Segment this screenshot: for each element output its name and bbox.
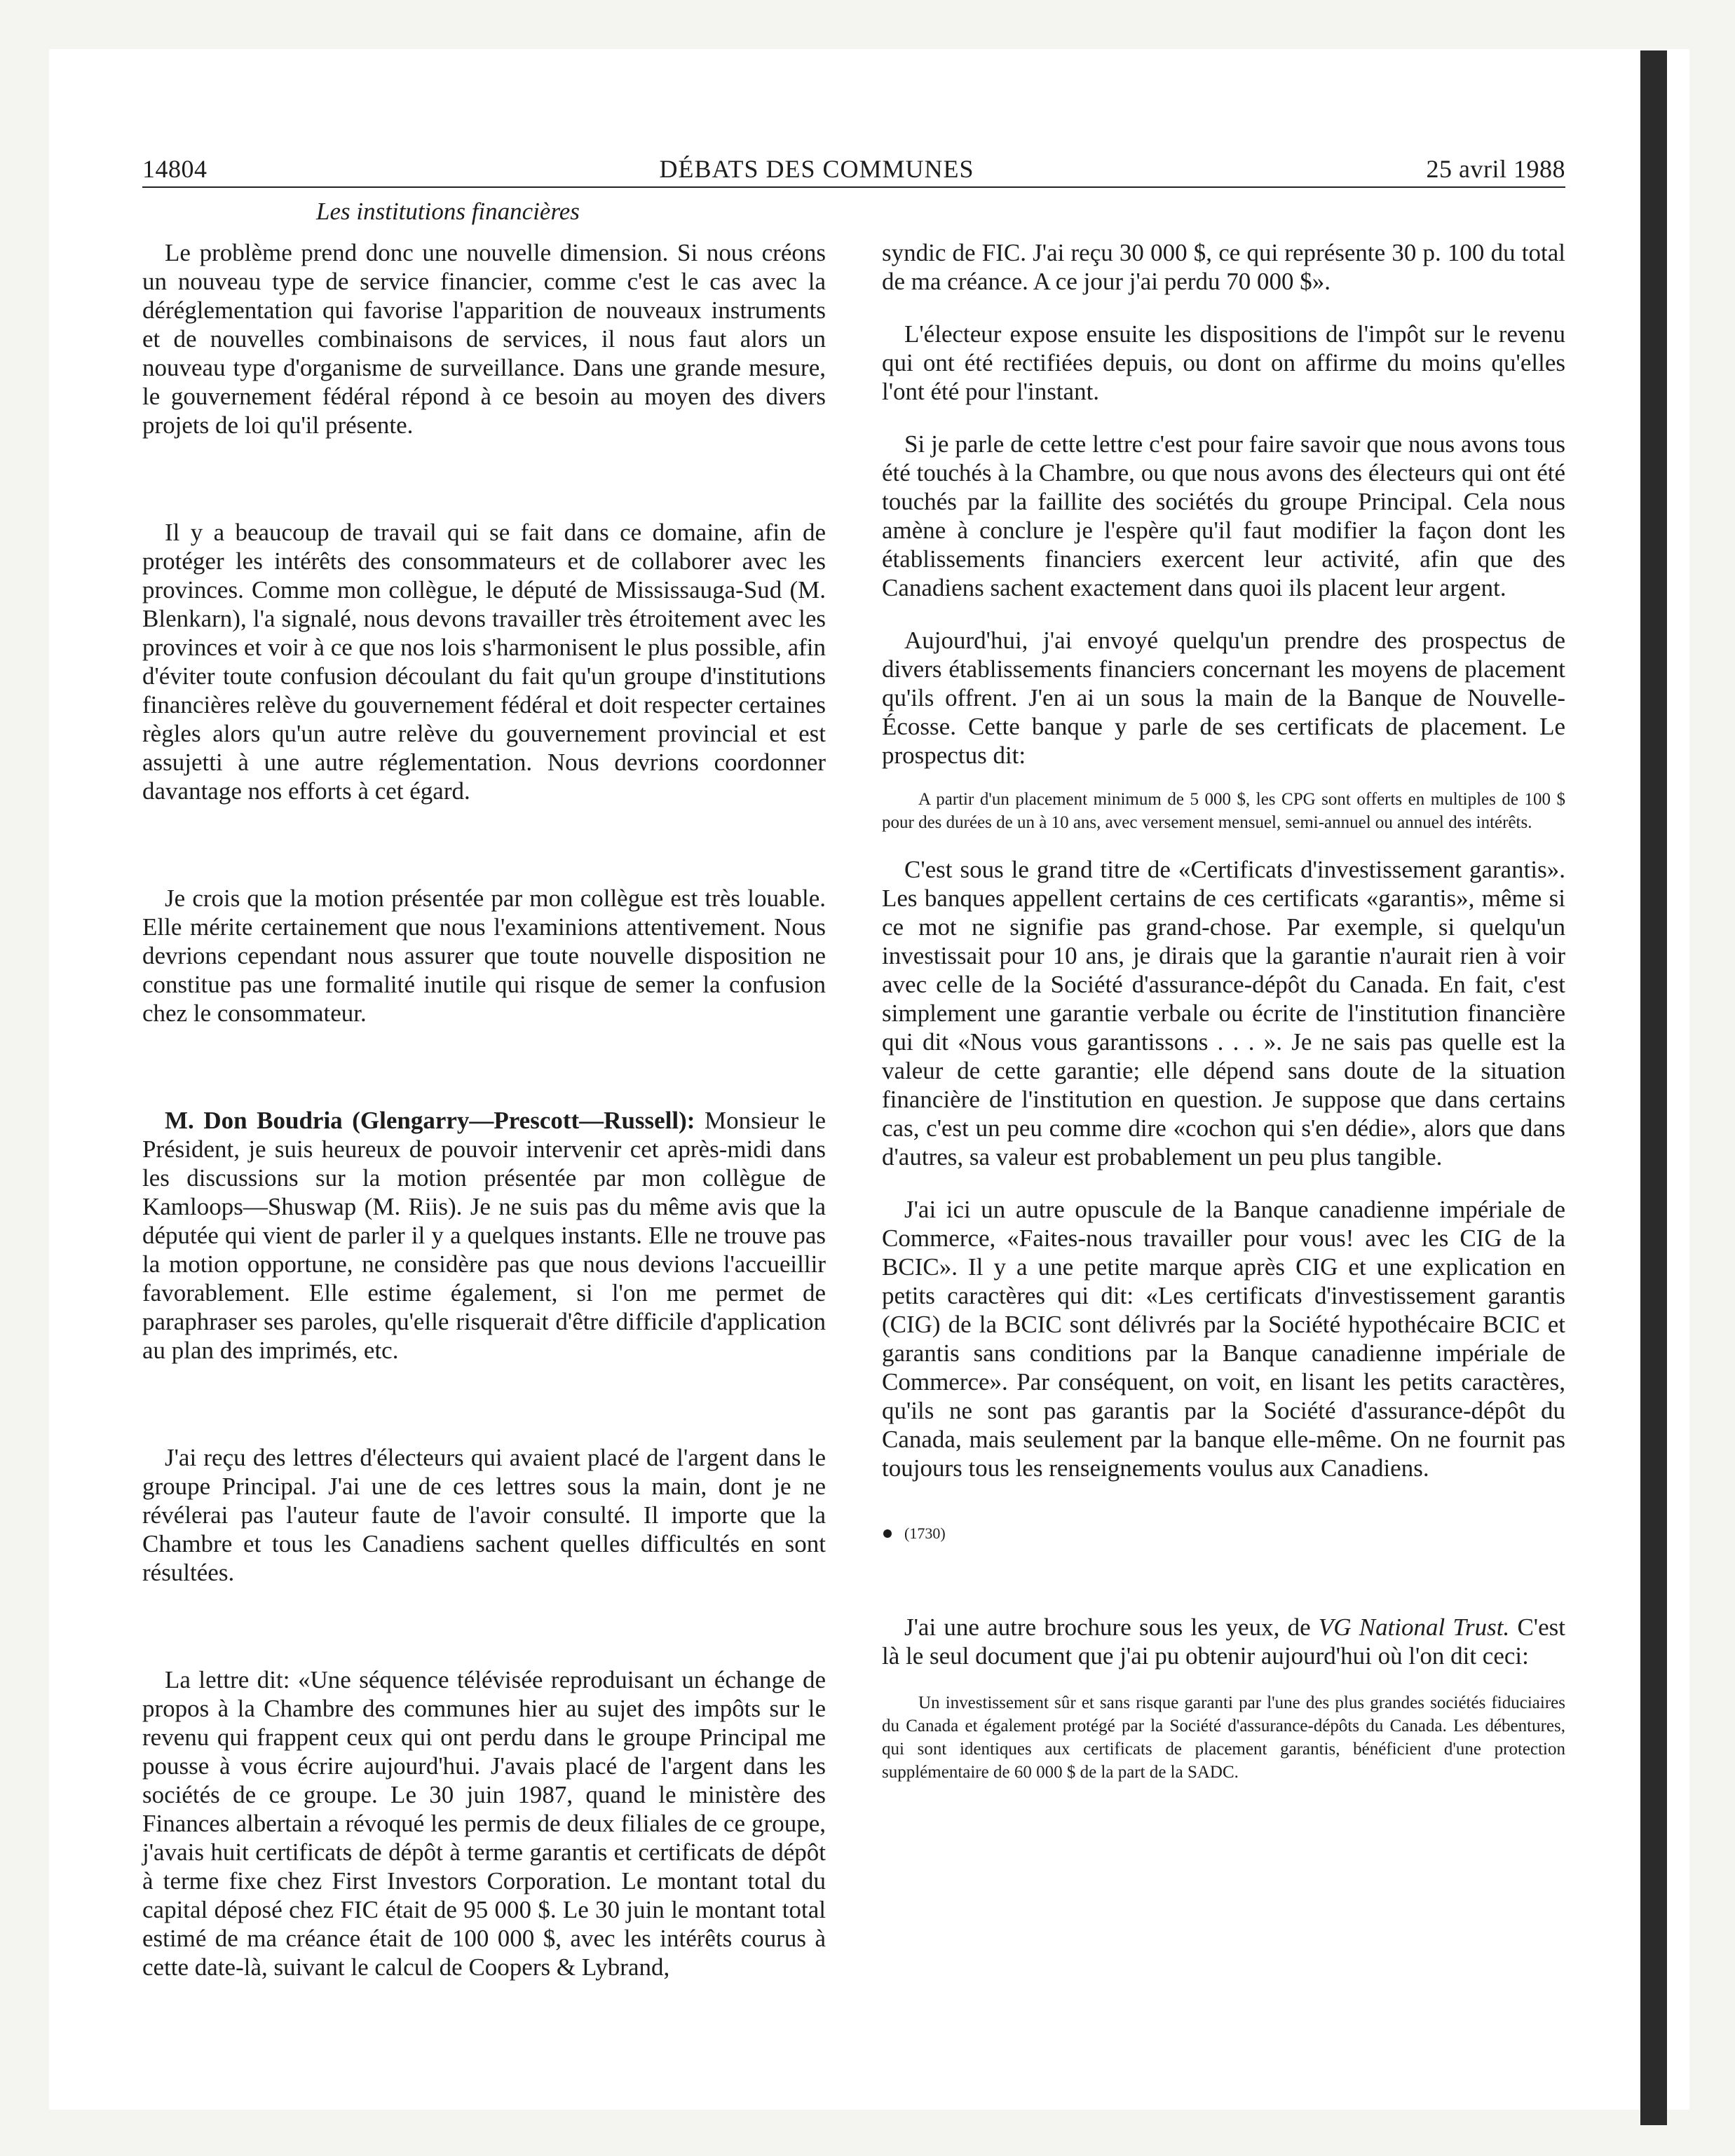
paragraph: C'est sous le grand titre de «Certificats d'investissement garantis». Les banques appellent certains de ces certificats «garantis», même si ce mot ne signifie pas grand-chose. Par exemple, si quelqu'un investissait pour 10 ans, je dirais que la garantie n'aurait rien à voir avec celle de la Société d'assurance-dépôt du Canada. En fait, c'est simplement une garantie verbale ou écrite de l'institution financière qui dit «Nous vous garantissons . . . ». Je ne sais pas quelle est la valeur de cette garantie; elle dépend sans doute de la situation financière de l'institution en question. Je suppose que dans certains cas, c'est un peu comme dire «cochon qui s'en dédie», alors que dans d'autres, sa valeur est probablement un peu plus tangible. bbox=[882, 856, 1565, 1171]
paragraph: Le problème prend donc une nouvelle dimension. Si nous créons un nouveau type de service financier, comme c'est le cas avec la déréglementation qui favorise l'apparition de nouveaux instruments et de nouvelles combinaisons de services, il nous faut alors un nouveau type d'organisme de surveillance. Dans une grande mesure, le gouvernement fédéral répond à ce besoin au moyen des divers projets de loi qu'il présente. bbox=[142, 239, 826, 439]
scan-edge-bar bbox=[1640, 50, 1667, 2125]
paragraph: L'électeur expose ensuite les dispositions de l'impôt sur le revenu qui ont été rectifiées depuis, ou dont on affirme du moins qu'elles l'ont été pour l'instant. bbox=[882, 320, 1565, 405]
bullet-icon bbox=[883, 1529, 892, 1538]
block-quote: Un investissement sûr et sans risque garanti par l'une des plus grandes sociétés fiduciaires du Canada et également protégé par la Société d'assurance-dépôts du Canada. Les débentures, qui sont identiques aux certificats de placement garantis, bénéficient d'une protection supplémentaire de 60 000 $ de la part de la SADC. bbox=[882, 1693, 1565, 1782]
paragraph: Si je parle de cette lettre c'est pour faire savoir que nous avons tous été touchés à la Chambre, ou que nous avons des électeurs qui ont été touchés par la faillite des sociétés du groupe Principal. Cela nous amène à conclure je l'espère qu'il faut modifier la façon dont les établissements financiers exercent leur activité, afin que des Canadiens sachent exactement dans quoi ils placent leur argent. bbox=[882, 430, 1565, 601]
paragraph: Il y a beaucoup de travail qui se fait dans ce domaine, afin de protéger les intérêts des consommateurs et de collaborer avec les provinces. Comme mon collègue, le député de Mississauga-Sud (M. Blenkarn), l'a signalé, nous devons travailler très étroitement avec les provinces et voir à ce que nos lois s'harmonisent le plus possible, afin d'éviter toute confusion découlant du fait qu'un groupe d'institutions financières relève du gouvernement fédéral et doit respecter certaines règles alors qu'un autre relève du gouvernement provincial et est assujetti à une autre réglementation. Nous devrions coordonner davantage nos efforts à cet égard. bbox=[142, 519, 826, 805]
page-header bbox=[142, 154, 1565, 188]
paragraph: Je crois que la motion présentée par mon collègue est très louable. Elle mérite certainement que nous l'examinions attentivement. Nous devrions cependant nous assurer que toute nouvelle disposition ne constitue pas une formalité inutile qui risque de semer la confusion chez le consommateur. bbox=[142, 885, 826, 1027]
paragraph-text: C'est là le seul document que j'ai pu obtenir aujourd'hui où l'on dit ceci: bbox=[882, 1613, 1565, 1670]
paragraph: Aujourd'hui, j'ai envoyé quelqu'un prendre des prospectus de divers établissements financiers concernant les moyens de placement qu'ils offrent. J'en ai un sous la main de la Banque de Nouvelle-Écosse. Cette banque y parle de ses certificats de placement. Le prospectus dit: bbox=[882, 627, 1565, 769]
page-number: 14804 bbox=[142, 155, 207, 183]
page-date: 25 avril 1988 bbox=[1426, 155, 1565, 183]
block-quote: A partir d'un placement minimum de 5 000 $, les CPG sont offerts en multiples de 100 $ pour des durées de un à 10 ans, avec versement mensuel, semi-annuel ou annuel des intérêts. bbox=[882, 790, 1565, 832]
speech-text: Monsieur le Président, je suis heureux de pouvoir intervenir cet après-midi dans les discussions sur la motion présentée par mon collègue de Kamloops—Shuswap (M. Riis). Je ne suis pas du même avis que la députée qui vient de parler il y a quelques instants. Elle ne trouve pas la motion opportune, ne considère pas que nous devions l'accueillir favorablement. Elle estime également, si l'on me permet de paraphraser ses paroles, qu'elle risquerait d'être difficile d'application au plan des imprimés, etc. bbox=[142, 1107, 826, 1364]
text-columns bbox=[142, 238, 1565, 1981]
paragraph-text: J'ai une autre brochure sous les yeux, de bbox=[904, 1613, 1319, 1641]
paragraph bbox=[882, 1613, 1565, 1670]
paragraph: La lettre dit: «Une séquence télévisée reproduisant un échange de propos à la Chambre des communes hier au sujet des impôts sur le revenu qui frappent ceux qui ont perdu dans le groupe Principal me pousse à vous écrire aujourd'hui. J'avais placé de l'argent dans les sociétés de ce groupe. Le 30 juin 1987, quand le ministère des Finances albertain a révoqué les permis de deux filiales de ce groupe, j'avais huit certificats de dépôt à terme garantis et certificats de dépôt à terme fixe chez First Investors Corporation. Le montant total du capital déposé chez FIC était de 95 000 $. Le 30 juin le montant total estimé de ma créance était de 100 000 $, avec les intérêts courus à cette date-là, suivant le calcul de Coopers & Lybrand, bbox=[142, 1666, 826, 1981]
paragraph: J'ai reçu des lettres d'électeurs qui avaient placé de l'argent dans le groupe Principal. J'ai une de ces lettres sous la main, dont je ne révélerai pas l'auteur faute de l'avoir consulté. Il importe que la Chambre et tous les Canadiens sachent quelles difficultés en sont résultées. bbox=[142, 1444, 826, 1586]
right-column bbox=[882, 238, 1565, 1981]
emphasis-text: VG National Trust. bbox=[1318, 1613, 1510, 1641]
time-marker-text: (1730) bbox=[904, 1524, 946, 1542]
document-page bbox=[142, 154, 1565, 2047]
running-title: Les institutions financières bbox=[316, 198, 580, 225]
speech-paragraph bbox=[142, 1106, 826, 1365]
time-marker bbox=[883, 1524, 1565, 1543]
speaker-name: M. Don Boudria (Glengarry—Prescott—Russell): bbox=[165, 1107, 695, 1134]
left-column bbox=[142, 238, 826, 1981]
paragraph: syndic de FIC. J'ai reçu 30 000 $, ce qui représente 30 p. 100 du total de ma créance. A ce jour j'ai perdu 70 000 $». bbox=[882, 239, 1565, 295]
publication-title: DÉBATS DES COMMUNES bbox=[659, 155, 974, 183]
paragraph: J'ai ici un autre opuscule de la Banque canadienne impériale de Commerce, «Faites-nous travailler pour vous! avec les CIG de la BCIC». Il y a une petite marque après CIG et une explication en petits caractères qui dit: «Les certificats d'investissement garantis (CIG) de la BCIC sont délivrés par la Société hypothécaire BCIC et garantis sans conditions par la Banque canadienne impériale de Commerce». Par conséquent, on voit, en lisant les petits caractères, qu'ils ne sont pas garantis par la Société d'assurance-dépôt du Canada, mais seulement par la banque elle-même. On ne fournit pas toujours tous les renseignements voulus aux Canadiens. bbox=[882, 1196, 1565, 1482]
